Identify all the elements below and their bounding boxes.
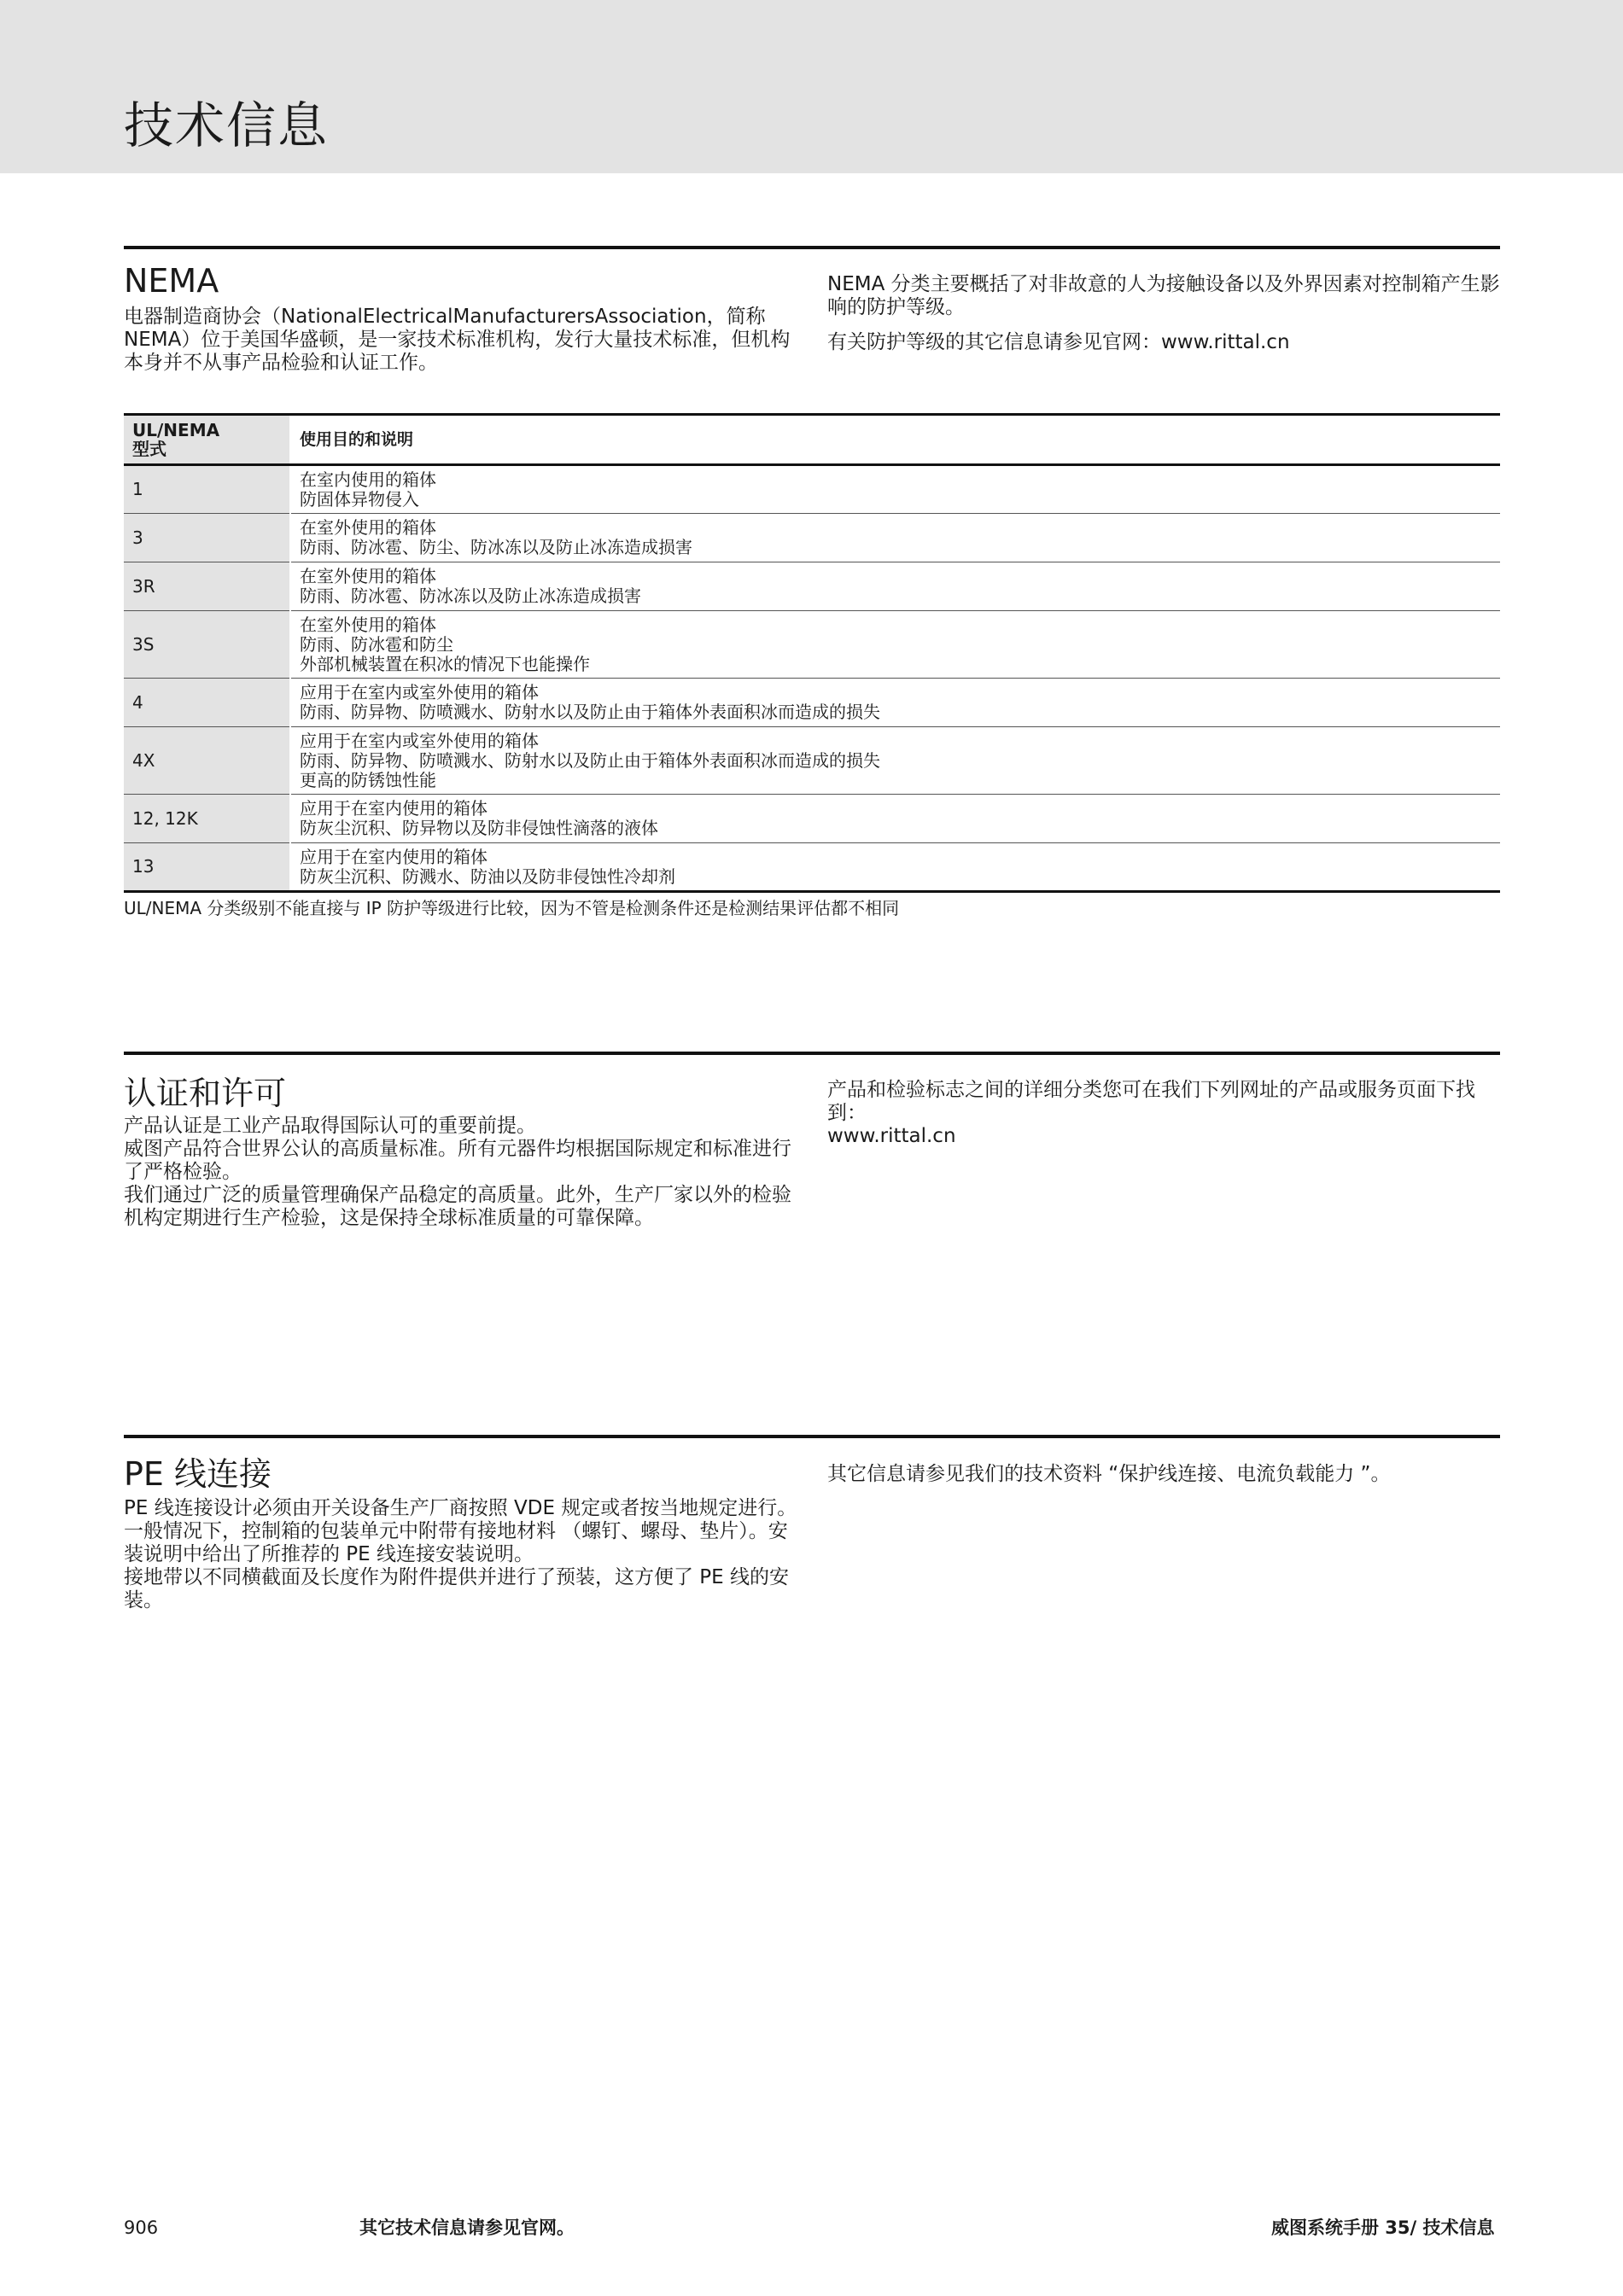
table-note: UL/NEMA 分类级别不能直接与 IP 防护等级进行比较，因为不管是检测条件还是检测结果评估都不相同 [124,898,900,918]
pe-paragraph: 接地带以不同横截面及长度作为附件提供并进行了预装，这方便了 PE 线的安装。 [124,1566,790,1611]
table-header-row [124,415,1500,465]
nema-left-text [124,306,798,375]
pe-section-rule [124,1435,1500,1438]
table-row [124,843,1500,892]
table-row [124,611,1500,679]
row-type: 13 [124,843,290,892]
row-type: 3 [124,514,290,562]
row-description: 应用于在室内或室外使用的箱体 防雨、防异物、防喷溅水、防射水以及防止由于箱体外表面积冰而造成的损失 [290,679,1500,727]
row-description: 应用于在室内使用的箱体 防灰尘沉积、防溅水、防油以及防非侵蚀性冷却剂 [290,843,1500,892]
table-row [124,562,1500,611]
pe-left-text [124,1497,798,1612]
page-number: 906 [124,2217,159,2238]
nema-right-text [827,273,1502,354]
pe-paragraph: PE 线连接设计必须由开关设备生产厂商按照 VDE 规定或者按当地规定进行。 [124,1497,797,1519]
row-type: 3S [124,611,290,679]
table-row [124,514,1500,562]
footer-note: 其它技术信息请参见官网。 [359,2217,575,2238]
nema-section-rule [124,246,1500,249]
header-type: UL/NEMA 型式 [124,415,290,465]
nema-table [124,413,1500,893]
row-description: 应用于在室内或室外使用的箱体 防雨、防异物、防喷溅水、防射水以及防止由于箱体外表面积冰而造成的损失 更高的防锈蚀性能 [290,727,1500,795]
nema-website-paragraph: 有关防护等级的其它信息请参见官网：www.rittal.cn [827,331,1290,353]
table-row [124,795,1500,843]
footer-manual-title: 威图系统手册 35/ 技术信息 [1271,2217,1495,2238]
pe-right-text [827,1463,1502,1486]
cert-right-text [827,1079,1502,1148]
cert-title: 认证和许可 [124,1075,287,1112]
table-row [124,727,1500,795]
cert-paragraph: 产品认证是工业产品取得国际认可的重要前提。 [124,1115,536,1137]
cert-left-text [124,1115,798,1230]
nema-title: NEMA [124,262,219,300]
pe-reference-paragraph: 其它信息请参见我们的技术资料 “保护线连接、电流负载能力 ”。 [827,1463,1391,1485]
pe-title: PE 线连接 [124,1455,272,1493]
row-type: 4X [124,727,290,795]
table-row [124,679,1500,727]
row-type: 3R [124,562,290,611]
cert-paragraph: 我们通过广泛的质量管理确保产品稳定的高质量。此外，生产厂家以外的检验机构定期进行生产检验，这是保持全球标准质量的可靠保障。 [124,1184,791,1229]
table-row [124,465,1500,514]
row-description: 在室外使用的箱体 防雨、防冰雹、防冰冻以及防止冰冻造成损害 [290,562,1500,611]
row-type: 12, 12K [124,795,290,843]
nema-classification-paragraph: NEMA 分类主要概括了对非故意的人为接触设备以及外界因素对控制箱产生影响的防护等级。 [827,273,1500,318]
row-description: 应用于在室内使用的箱体 防灰尘沉积、防异物以及防非侵蚀性滴落的液体 [290,795,1500,843]
row-type: 1 [124,465,290,514]
row-description: 在室外使用的箱体 防雨、防冰雹和防尘 外部机械装置在积冰的情况下也能操作 [290,611,1500,679]
cert-website: www.rittal.cn [827,1125,956,1147]
cert-classification-paragraph: 产品和检验标志之间的详细分类您可在我们下列网址的产品或服务页面下找到： [827,1079,1475,1124]
cert-section-rule [124,1052,1500,1055]
cert-paragraph: 威图产品符合世界公认的高质量标准。所有元器件均根据国际规定和标准进行了严格检验。 [124,1138,791,1183]
row-type: 4 [124,679,290,727]
pe-paragraph: 一般情况下，控制箱的包装单元中附带有接地材料 （螺钉、螺母、垫片）。安装说明中给出了所推荐的 PE 线连接安装说明。 [124,1520,788,1565]
header-description: 使用目的和说明 [290,415,1500,465]
page-title: 技术信息 [124,96,330,154]
row-description: 在室外使用的箱体 防雨、防冰雹、防尘、防冰冻以及防止冰冻造成损害 [290,514,1500,562]
nema-intro-paragraph: 电器制造商协会（NationalElectricalManufacturersAssociation，简称NEMA）位于美国华盛顿，是一家技术标准机构，发行大量技术标准，但机构本身并不从事产品检验和认证工作。 [124,306,791,374]
row-description: 在室内使用的箱体 防固体异物侵入 [290,465,1500,514]
